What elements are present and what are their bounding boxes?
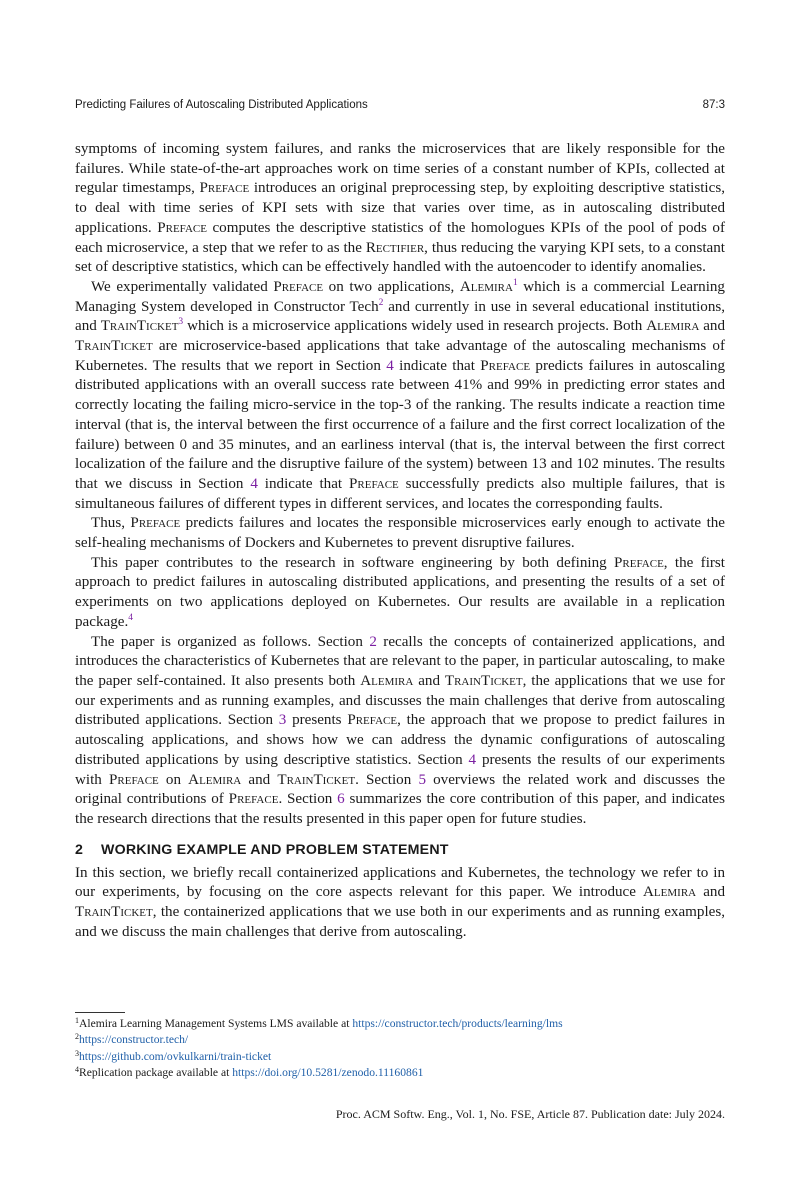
section-reference[interactable]: 4 (386, 357, 394, 374)
name-small-caps: Preface (273, 278, 324, 295)
name-small-caps: TrainTicket (75, 338, 153, 355)
body-text (75, 140, 725, 942)
footnotes (75, 1012, 725, 1081)
footnote: $^3$https://github.com/ovkulkarni/train-ticket (75, 1048, 272, 1063)
footnote-mark[interactable]: 4 (128, 612, 133, 623)
name-small-caps: Preface (199, 180, 250, 197)
running-head-title: Predicting Failures of Autoscaling Distributed Applications (75, 99, 368, 111)
footnote-link[interactable]: https://constructor.tech/ (79, 1033, 189, 1047)
paper-page (75, 0, 725, 1184)
footnote-link[interactable]: https://constructor.tech/products/learning/lms (352, 1017, 563, 1030)
name-small-caps: Alemira (459, 278, 513, 295)
name-small-caps: Preface (157, 219, 207, 236)
footnote: $^1$Alemira Learning Management Systems LMS available at https://constructor.tech/products/learning/lms (75, 1016, 563, 1030)
name-small-caps: TrainTicket (444, 672, 523, 689)
name-small-caps: Preface (228, 791, 279, 808)
running-head-page-number: 87:3 (702, 99, 725, 111)
paragraph: The paper is organized as follows. Section 2 recalls the concepts of containerized applications, and introduces the characteristics of Kubernetes that are relevant to the paper, in particular autoscaling, to make the paper self-contained. It also presents both Alemira and TrainTicket, the applications that we use for our experiments and as running examples, and discusses the main challenges that derive from autoscaling distributed applications. Section 3 presents Preface, the approach that we propose to predict failures in autoscaling applications, and shows how we can address the dynamic configurations of autoscaling distributed applications by using descriptive statistics. Section 4 presents the results of our experiments with Preface on Alemira and TrainTicket. Section 5 overviews the related work and discusses the original contributions of Preface. Section 6 summarizes the core contribution of this paper, and indicates the research directions that the results presented in this paper open for future studies. (75, 633, 726, 827)
name-small-caps: TrainTicket (277, 771, 356, 788)
footnote-mark[interactable]: 3 (178, 317, 184, 328)
section-reference[interactable]: 3 (278, 712, 287, 729)
name-small-caps: Alemira (646, 318, 700, 335)
footnote-mark[interactable]: 2 (378, 297, 384, 308)
name-small-caps: Alemira (360, 672, 414, 689)
section-title: WORKING EXAMPLE AND PROBLEM STATEMENT (101, 841, 449, 858)
section-reference[interactable]: 4 (468, 751, 477, 768)
paragraph: Thus, Preface predicts failures and locates the responsible microservices early enough to activate the self-healing mechanisms of Dockers and Kubernetes to prevent disruptive failures. (75, 515, 726, 552)
name-small-caps: Preface (130, 515, 181, 532)
name-small-caps: Preface (614, 554, 664, 571)
name-small-caps: Alemira (643, 884, 697, 901)
name-small-caps: TrainTicket (75, 904, 153, 921)
paragraph: We experimentally validated Preface on two applications, Alemira$^1$ which is a commercial Learning Managing System developed in Constructor Tech$^2$ and currently in use in several educational institutions, and TrainTicket$^3$ which is a microservice applications widely used in research projects. Both Alemira and TrainTicket are microservice-based applications that take advantage of the autoscaling mechanisms of Kubernetes. The results that we report in Section 4 indicate that Preface predicts failures in autoscaling distributed applications with an overall success rate between 41% and 99% in predicting error states and correctly locating the failing micro-service in the top-3 of the ranking. The results indicate a reaction time interval (that is, the interval between the first occurrence of a failure and the first correct localization of the failure) between 0 and 35 minutes, and an earliness interval (that is, the interval between the first correct localization of the failure and the disruptive failure of the system) between 13 and 102 minutes. The results that we discuss in Section 4 indicate that Preface successfully predicts also multiple failures, that is simultaneous failures of different types in different services, and locates the corresponding faults. (75, 277, 726, 512)
page-footer: Proc. ACM Softw. Eng., Vol. 1, No. FSE, Article 87. Publication date: July 2024. (335, 1107, 725, 1121)
name-small-caps: TrainTicket (100, 318, 179, 335)
footnote: $^2$https://constructor.tech/ (75, 1032, 189, 1047)
section-reference[interactable]: 6 (337, 791, 345, 808)
name-small-caps: Rectifier (365, 239, 425, 256)
footnote-link[interactable]: https://doi.org/10.5281/zenodo.11160861 (232, 1065, 424, 1079)
name-small-caps: Preface (347, 712, 398, 729)
name-small-caps: Alemira (188, 771, 242, 788)
footnote-link[interactable]: https://github.com/ovkulkarni/train-ticket (79, 1049, 272, 1063)
section-reference[interactable]: 4 (250, 475, 258, 492)
section-number: 2 (75, 841, 84, 858)
footnote-rule (75, 1012, 125, 1013)
paragraph: symptoms of incoming system failures, and ranks the microservices that are likely responsible for the failures. While state-of-the-art approaches work on time series of a constant number of KPIs, collected at regular timestamps, Preface introduces an original preprocessing step, by exploiting descriptive statistics, to deal with time series of KPI sets with size that varies over time, as in autoscaling distributed applications. Preface computes the descriptive statistics of the homologues KPIs of the pool of pods of each microservice, a step that we refer to as the Rectifier, thus reducing the varying KPI sets, to a constant set of descriptive statistics, which can be effectively handled with the autoencoder to identify anomalies. (75, 141, 726, 276)
name-small-caps: Preface (109, 771, 159, 788)
section-heading (75, 840, 725, 860)
paragraph: In this section, we briefly recall containerized applications and Kubernetes, the technology we refer to in our experiments, by focusing on the core aspects relevant for this paper. We introduce Alemira and TrainTicket, the containerized applications that we use both in our experiments and as running examples, and we discuss the main challenges that derive from autoscaling. (75, 864, 725, 940)
footnote-mark[interactable]: 1 (512, 277, 518, 288)
running-head (75, 99, 725, 115)
paragraph: This paper contributes to the research in software engineering by both defining Preface, the first approach to predict failures in autoscaling distributed applications, and presenting the results of a set of experiments on two applications deployed on Kubernetes. Our results are available in a replication package.$^4$ (75, 554, 725, 630)
section-reference[interactable]: 5 (418, 771, 426, 788)
footnote: $^4$Replication package available at https://doi.org/10.5281/zenodo.11160861 (75, 1064, 424, 1079)
section-reference[interactable]: 2 (369, 633, 377, 650)
name-small-caps: Preface (480, 357, 531, 374)
name-small-caps: Preface (349, 475, 399, 492)
